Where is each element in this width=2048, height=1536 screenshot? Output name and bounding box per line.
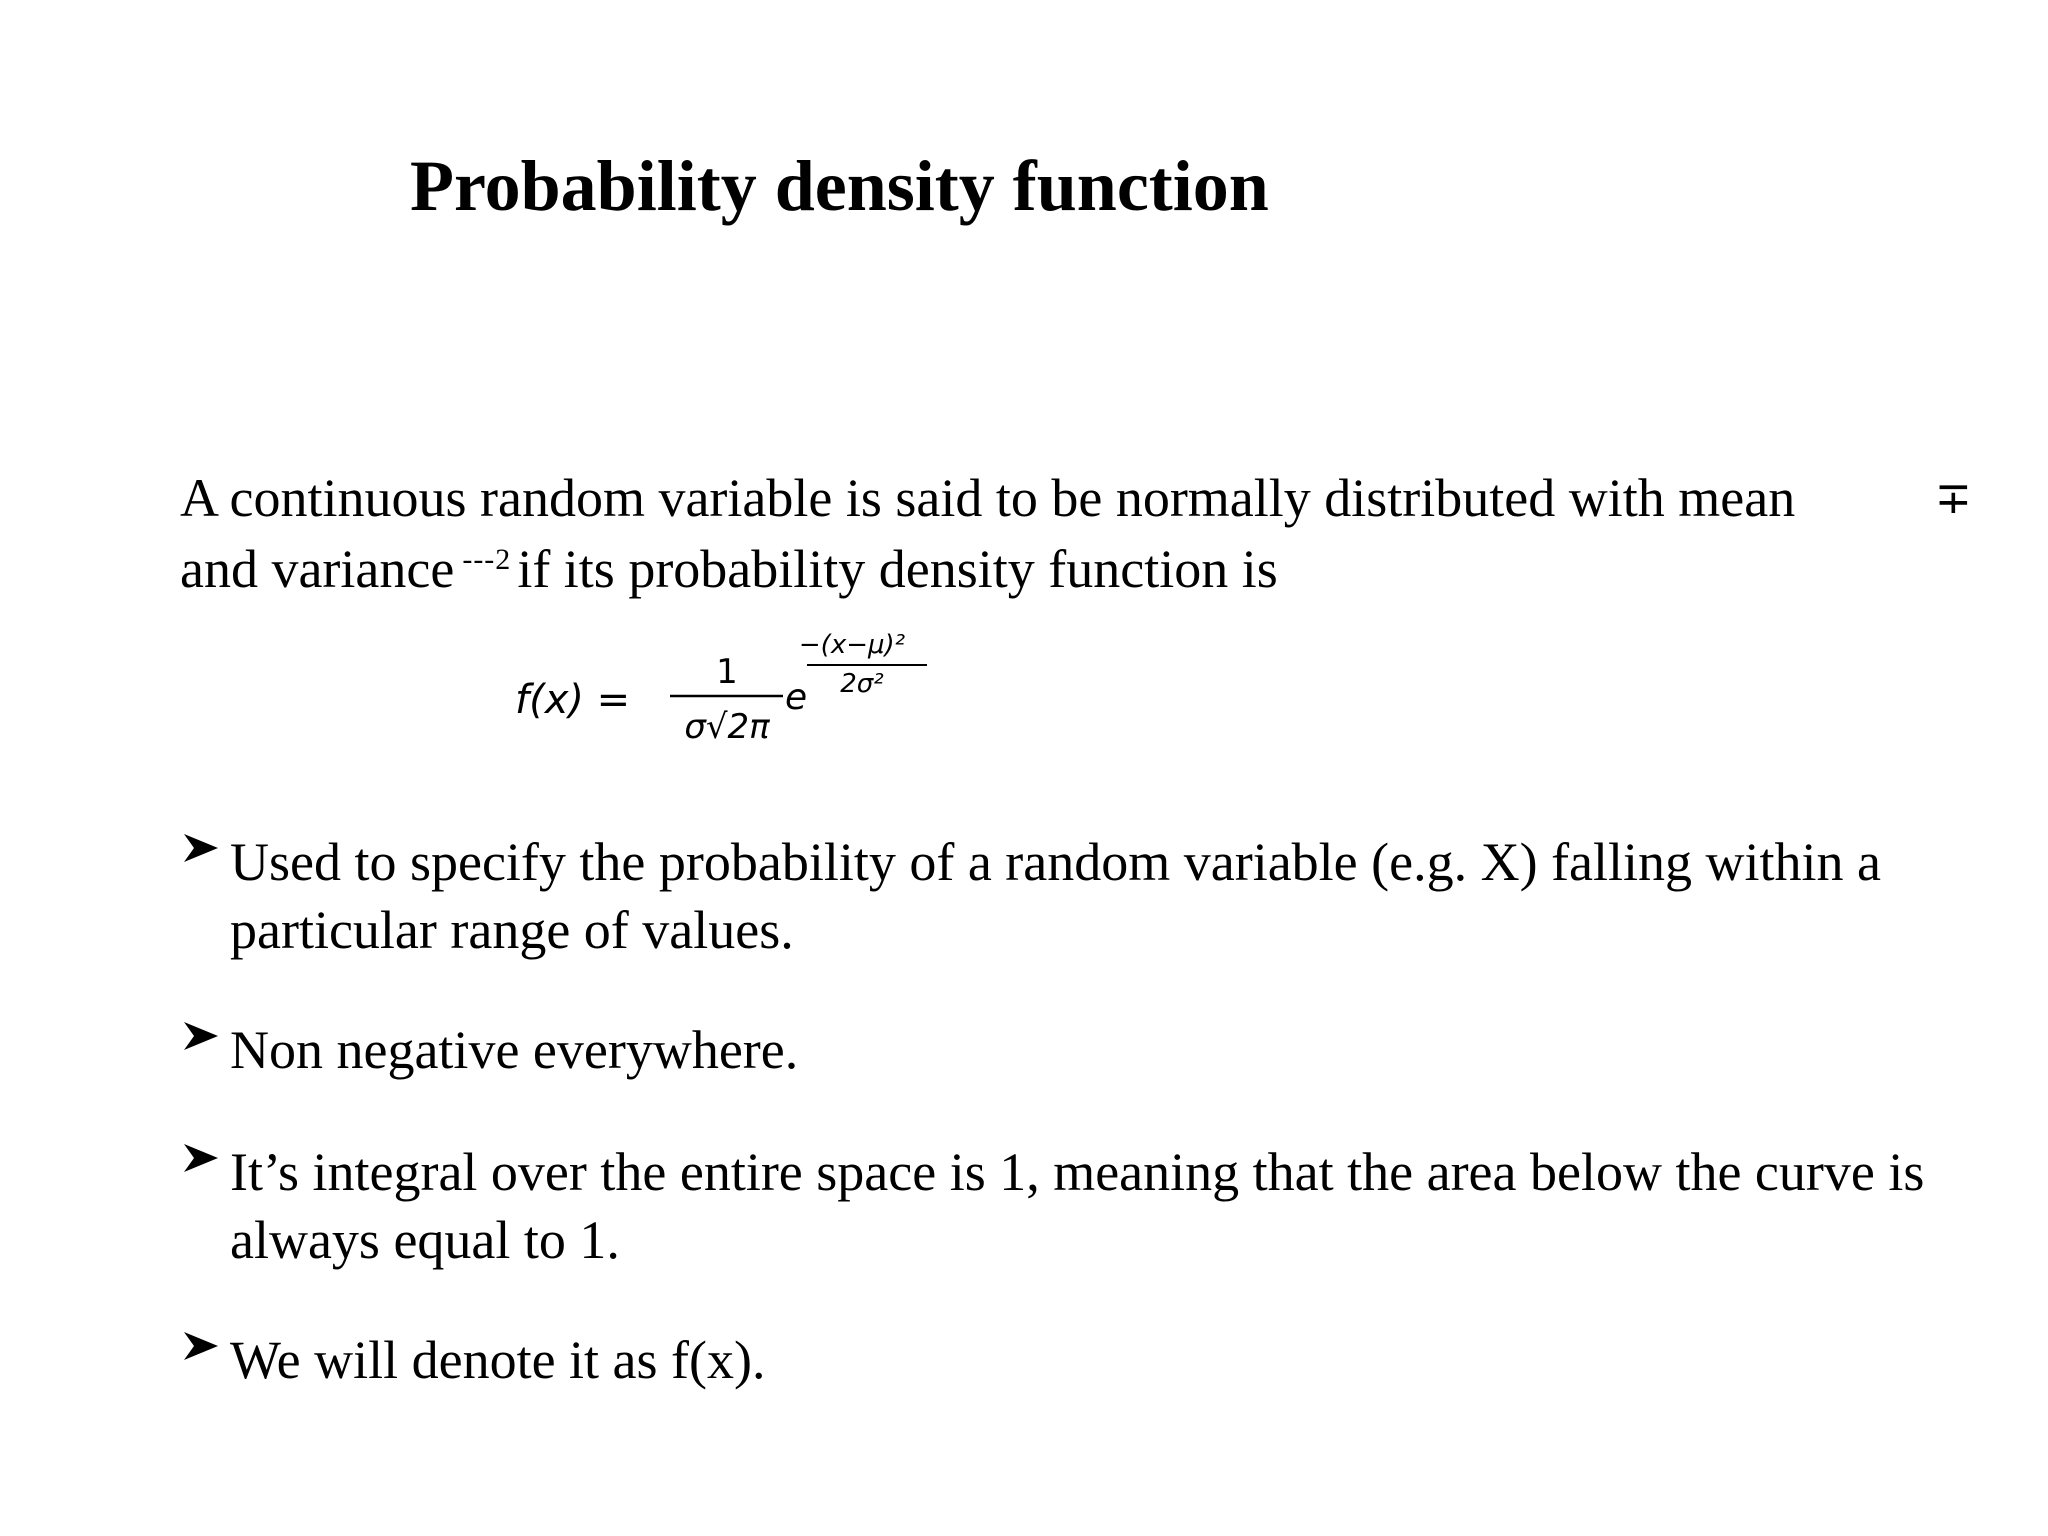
intro-line-2-end: if its probability density function is bbox=[517, 539, 1278, 599]
arrowhead-bullet-icon bbox=[180, 1138, 222, 1206]
slide-title: Probability density function bbox=[410, 146, 1269, 226]
bullet-item bbox=[180, 1016, 2020, 1084]
variance-symbol: ---2 bbox=[462, 543, 512, 576]
intro-line-1-text: A continuous random variable is said to be normally distributed with mean bbox=[180, 468, 1796, 528]
formula-numerator: 1 bbox=[716, 652, 738, 692]
mean-symbol: ∓ bbox=[1935, 473, 1972, 524]
bullet-text: It’s integral over the entire space is 1, meaning that the area below the curve is always equal to 1. bbox=[230, 1142, 1925, 1270]
formula-svg bbox=[515, 625, 955, 765]
bullet-item bbox=[180, 828, 2020, 964]
arrowhead-bullet-icon bbox=[180, 1326, 222, 1394]
bullet-item bbox=[180, 1138, 2020, 1274]
formula-exp-numerator: −(x−μ)² bbox=[798, 630, 906, 660]
intro-line-2-start: and variance bbox=[180, 539, 455, 599]
normal-pdf-formula bbox=[515, 625, 955, 765]
intro-paragraph bbox=[180, 467, 2040, 600]
formula-denominator: σ√2π bbox=[684, 707, 770, 747]
formula-base-e: e bbox=[785, 677, 808, 718]
arrowhead-bullet-icon bbox=[180, 1016, 222, 1084]
bullet-text: Non negative everywhere. bbox=[230, 1020, 799, 1080]
bullet-item bbox=[180, 1326, 2020, 1394]
bullet-text: We will denote it as f(x). bbox=[230, 1330, 766, 1390]
formula-lhs: f(x) = bbox=[515, 677, 631, 723]
intro-line-2 bbox=[180, 529, 2040, 600]
formula-exp-denominator: 2σ² bbox=[840, 669, 884, 699]
arrowhead-bullet-icon bbox=[180, 828, 222, 896]
intro-line-1 bbox=[180, 467, 2040, 529]
bullet-text: Used to specify the probability of a random variable (e.g. X) falling within a particular range of values. bbox=[230, 832, 1882, 960]
